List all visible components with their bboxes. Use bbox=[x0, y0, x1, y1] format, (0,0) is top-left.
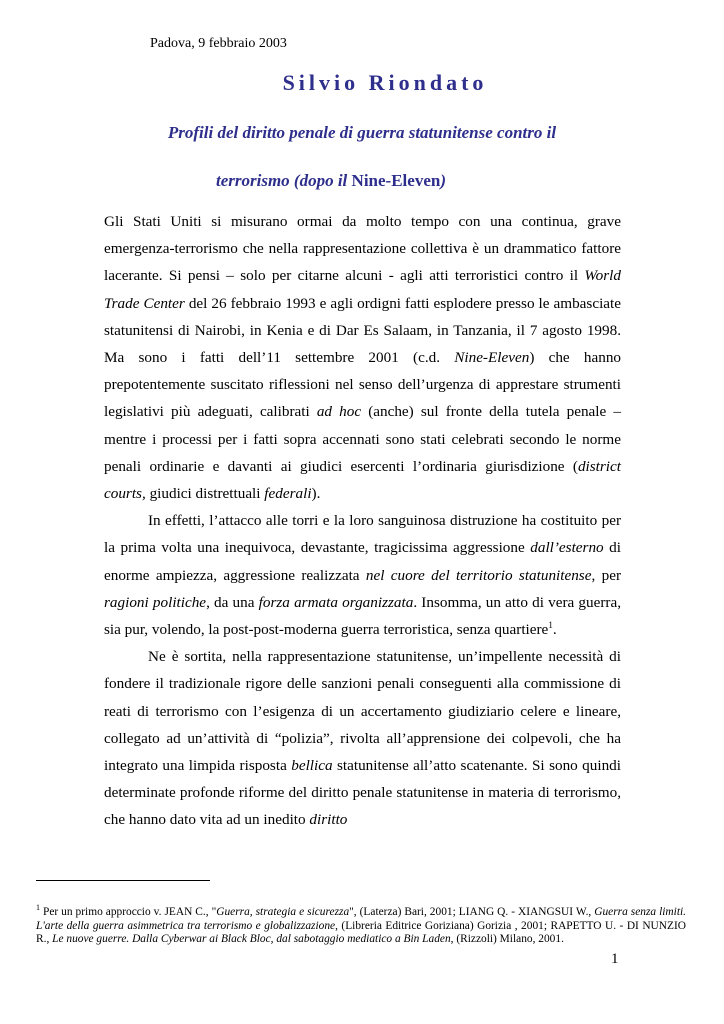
italic-run: Guerra, strategia e sicurezza bbox=[216, 906, 350, 918]
text-run: (anche) sul fronte della tutela penale – mentre i processi per i fatti sopra accennati sono stati celebrati secondo le norme penali ordinarie e davanti ai giudici esercenti l’ordinaria giurisdizione ( bbox=[104, 403, 621, 475]
title-closing-paren: ) bbox=[440, 171, 446, 190]
page-number: 1 bbox=[611, 951, 619, 967]
title-nine-eleven: Nine-Eleven bbox=[351, 171, 441, 190]
text-run: del 26 febbraio 1993 e agli ordigni fatti esplodere presso le ambasciate statunitensi di Nairobi, in Kenia e di Dar Es Salaam, in Tanzania, il 7 agosto 1998. Ma sono i fatti dell’11 settembre 2001 (c.d. bbox=[104, 294, 621, 367]
text-run: In effetti, l’attacco alle torri e la loro sanguinosa distruzione ha costituito per la prima volta una inequivoca, devastante, tragicissima aggressione bbox=[104, 512, 621, 557]
footnote-separator bbox=[36, 880, 210, 881]
text-run: , da una bbox=[206, 593, 259, 611]
italic-run: bellica bbox=[291, 757, 333, 775]
italic-run: district courts, bbox=[104, 457, 621, 503]
text-run: ) che hanno prepotentemente suscitato riflessioni nel senso dell’urgenza di apprestare strumenti legislativi più adeguati, calibrati bbox=[104, 349, 622, 421]
italic-run: ragioni politiche bbox=[104, 593, 207, 611]
title-line-2-italic: terrorismo (dopo il bbox=[216, 171, 352, 190]
text-run: , (Libreria Editrice Goriziana) Gorizia , 2001; RAPETTO U. - DI NUNZIO R., bbox=[36, 919, 686, 946]
title-line-1: Profili del diritto penale di guerra statunitense contro il bbox=[167, 123, 557, 142]
text-run: ). bbox=[311, 485, 321, 503]
text-run: Ne è sortita, nella rappresentazione statunitense, un’impellente necessità di fondere il tradizionale rigore delle sanzioni penali conseguenti alla commissione di reati di terrorismo con l’esigenza di un accertamento giudiziario celere e lineare, collegato ad un’attività di “polizia”, rivolta all’apprensione dei colpevoli, che ha integrato una limpida risposta bbox=[104, 648, 621, 775]
text-run: Gli Stati Uniti si misurano ormai da molto tempo con una continua, grave emergenza-terrorismo che nella rappresentazione collettiva è un drammatico fattore lacerante. Si pensi – solo per citarne alcuni - agli atti terroristici contro il bbox=[104, 213, 621, 285]
italic-run: federali bbox=[264, 485, 312, 503]
text-run: ", (Laterza) Bari, 2001; LIANG Q. - XIANGSUI W., bbox=[349, 906, 595, 918]
italic-run: dall’esterno bbox=[530, 539, 604, 557]
text-run: , per bbox=[591, 566, 621, 584]
text-run: giudici distrettuali bbox=[145, 485, 265, 503]
italic-run: forza armata organizzata bbox=[258, 593, 414, 611]
paragraph-1 bbox=[104, 208, 621, 507]
document-date: Padova, 9 febbraio 2003 bbox=[150, 36, 287, 51]
paragraph-3 bbox=[104, 643, 621, 833]
italic-run: Guerra senza limiti. L'arte della guerra asimmetrica tra terrorismo e globalizzazione bbox=[36, 906, 687, 932]
title-line-2 bbox=[216, 171, 446, 191]
italic-run: Le nuove guerre. Dalla Cyberwar ai Black Bloc, dal sabotaggio mediatico a Bin Laden bbox=[52, 933, 451, 946]
footnote-ref[interactable]: 1 bbox=[548, 619, 553, 630]
text-run: . bbox=[552, 621, 557, 639]
italic-run: diritto bbox=[309, 811, 348, 829]
paragraph-2 bbox=[104, 507, 621, 643]
italic-run: ad hoc bbox=[316, 403, 362, 421]
italic-run: World Trade Center bbox=[104, 267, 621, 312]
author-name: Silvio Riondato bbox=[282, 70, 488, 95]
italic-run: Nine-Eleven bbox=[454, 349, 530, 367]
footnote bbox=[36, 903, 687, 947]
text-run: . Insomma, un atto di vera guerra, sia pur, volendo, la post-post-moderna guerra terroristica, senza quartiere bbox=[104, 593, 622, 639]
text-run: di enorme ampiezza, aggressione realizzata bbox=[104, 539, 621, 584]
text-run: statunitense all’atto scatenante. Si sono quindi determinate profonde riforme del diritto penale statunitense in materia di terrorismo, che hanno dato vita ad un inedito bbox=[104, 757, 621, 829]
italic-run: nel cuore del territorio statunitense bbox=[365, 566, 592, 584]
footnote-number: 1 bbox=[36, 903, 40, 913]
text-run: , (Rizzoli) Milano, 2001. bbox=[450, 933, 564, 946]
text-run: Per un primo approccio v. JEAN C., " bbox=[40, 906, 217, 918]
body-text bbox=[104, 208, 621, 834]
